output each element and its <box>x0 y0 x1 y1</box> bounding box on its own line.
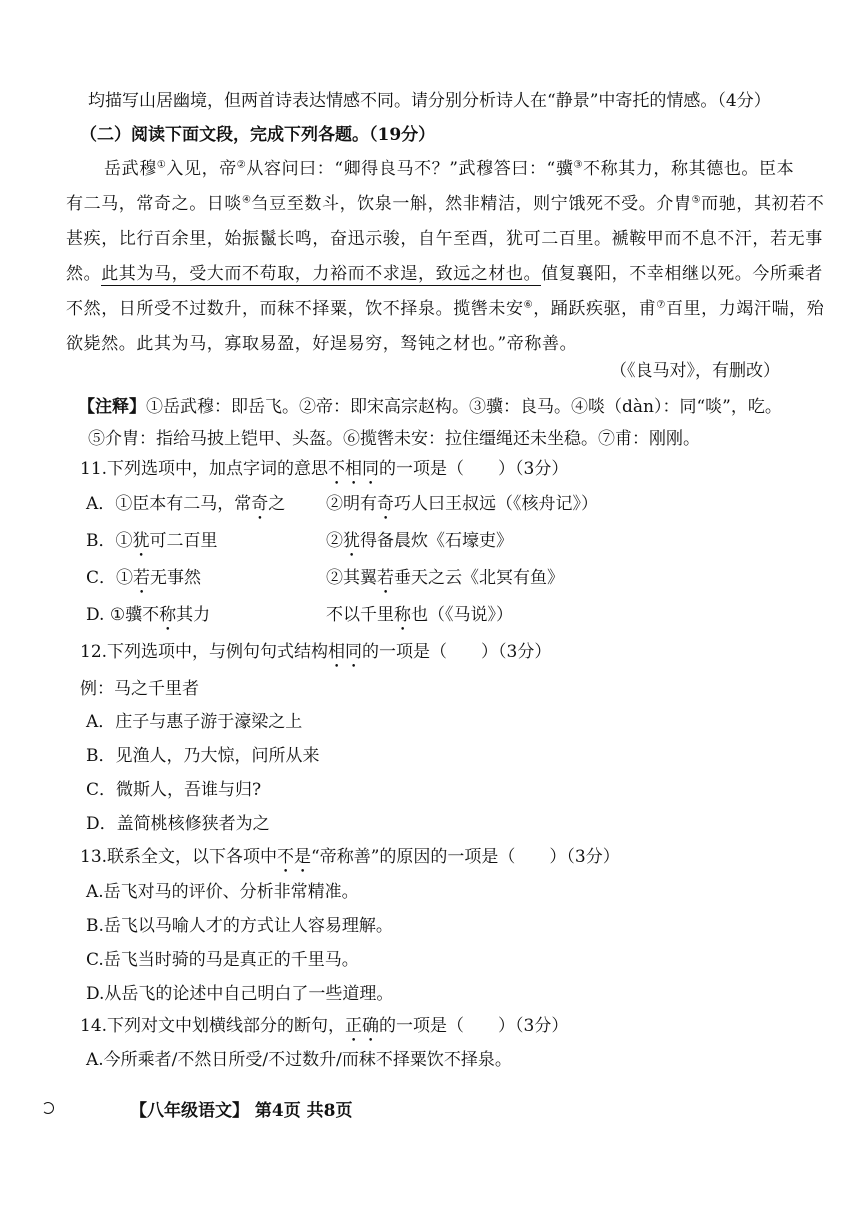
passage-text: 而驰，其初若不 <box>701 194 825 214</box>
footnote-marker: ② <box>236 159 247 171</box>
passage-text: 百里，力竭汗喘，殆 <box>665 299 825 319</box>
q11-option-b-1 <box>86 530 218 561</box>
underlined-sentence: 此其为马，受大而不苟取，力裕而不求逞，致远之材也。 <box>101 264 542 284</box>
footnote-marker: ⑤ <box>691 194 702 206</box>
q-emphasis: 不是 <box>277 847 312 867</box>
dotted-char: 若 <box>377 568 394 588</box>
q11-option-c-1 <box>86 567 201 598</box>
q-text: 的一项是（ ）（3分） <box>362 642 552 662</box>
q11-option-a-2 <box>326 493 598 524</box>
q-text: 也（《马说》） <box>411 605 513 625</box>
passage-text: 不然，日所受不过数升，而秣不择粟，饮不择泉。揽辔未安 <box>66 299 524 319</box>
passage-line-4 <box>66 263 823 285</box>
q-text: 13.联系全文，以下各项中 <box>80 847 278 867</box>
passage-line-6: 欲毙然。此其为马，寡取易盈，好逞易穷，驽钝之材也。”帝称善。 <box>66 334 578 354</box>
q-emphasis: 不相同 <box>328 459 380 479</box>
passage-text: 入见，帝 <box>166 159 237 179</box>
q-text: B．① <box>86 531 133 551</box>
dotted-char: 奇 <box>251 494 269 514</box>
q-text: A．①臣本有二马，常 <box>86 494 252 514</box>
q-text: ②其翼 <box>326 568 377 588</box>
passage-text: 从容问曰：“卿得良马不？”武穆答曰：“骥 <box>246 159 574 179</box>
q14-stem <box>80 1015 568 1046</box>
q11-option-c-2 <box>326 567 564 598</box>
q11-option-b-2 <box>326 530 513 561</box>
q12-option-d: D．盖简桃核修狭者为之 <box>86 814 270 834</box>
passage-line-1 <box>104 158 794 180</box>
q-text: 无事然 <box>150 568 202 588</box>
footnote-marker: ④ <box>242 194 252 206</box>
q-text: 之 <box>268 494 286 514</box>
dotted-char: 奇 <box>377 494 394 514</box>
dotted-char: 若 <box>133 568 151 588</box>
q-text: 12.下列选项中，与例句句式结构 <box>80 642 329 662</box>
q-text: ②明有 <box>326 494 377 514</box>
notes-line-2: ⑤介胄：指给马披上铠甲、头盔。⑥揽辔未安：拉住缰绳还未坐稳。⑦甫：刚刚。 <box>88 429 700 449</box>
footnote-marker: ⑦ <box>656 299 666 311</box>
q-text: 14.下列对文中划横线部分的断句， <box>80 1016 346 1036</box>
dotted-char: 犹 <box>343 531 360 551</box>
q11-option-a-1 <box>86 493 285 524</box>
q12-example: 例：马之千里者 <box>80 679 199 699</box>
dotted-char: 称 <box>159 605 177 625</box>
q-text: 的一项是（ ）（3分） <box>379 1016 569 1036</box>
q13-option-c: C.岳飞当时骑的马是真正的千里马。 <box>86 950 359 970</box>
dotted-char: 称 <box>394 605 411 625</box>
q-text: 巧人曰王叔远（《核舟记》） <box>394 494 598 514</box>
q-text: ② <box>326 531 343 551</box>
notes-label: 【注释】 <box>78 397 146 417</box>
notes-line-1 <box>78 396 782 418</box>
passage-text: 岳武穆 <box>104 159 157 179</box>
q-text: 其力 <box>176 605 211 625</box>
notes-text: ①岳武穆：即岳飞。②帝：即宋高宗赵构。③骥：良马。④啖（dàn）：同“啖”，吃。 <box>146 397 782 417</box>
passage-line-5 <box>66 298 824 320</box>
passage-line-3: 甚疾，比行百余里，始振鬣长鸣，奋迅示骏，自午至酉，犹可二百里。褫鞍甲而不息不汗，若无事 <box>66 229 823 249</box>
footnote-marker: ③ <box>573 159 584 171</box>
q11-stem <box>80 458 568 489</box>
q-text: 的一项是（ ）（3分） <box>379 459 569 479</box>
q-emphasis: 相同 <box>328 642 363 662</box>
q-text: 得备晨炊《石壕吏》 <box>360 531 513 551</box>
passage-source: （《良马对》，有删改） <box>610 361 780 381</box>
q-text: “帝称善”的原因的一项是（ ）（3分） <box>311 847 620 867</box>
passage-line-2 <box>66 193 824 215</box>
q13-option-d: D.从岳飞的论述中自己明白了一些道理。 <box>86 984 394 1004</box>
footnote-marker: ① <box>156 159 167 171</box>
footnote-marker: ⑥ <box>523 299 534 311</box>
page-footer: 【八年级语文】 第4页 共8页 <box>130 1101 353 1121</box>
q11-option-d-1 <box>86 604 210 635</box>
q12-stem <box>80 641 551 672</box>
q12-option-c: C．微斯人，吾谁与归? <box>86 780 262 800</box>
crescent-icon <box>42 1102 54 1114</box>
q-emphasis: 正确 <box>345 1016 380 1036</box>
intro-line: 均描写山居幽境，但两首诗表达情感不同。请分别分析诗人在“静景”中寄托的情感。（4分） <box>88 91 771 111</box>
passage-text: 有二马，常奇之。日啖 <box>66 194 242 214</box>
q13-stem <box>80 846 620 877</box>
q-text: D. ①骥不 <box>86 605 160 625</box>
q-text: 可二百里 <box>149 531 218 551</box>
q-text: C．① <box>86 568 134 588</box>
q12-option-a: A．庄子与惠子游于濠梁之上 <box>86 712 303 732</box>
q-text: 垂天之云《北冥有鱼》 <box>394 568 564 588</box>
passage-text: ，踊跃疾驱，甫 <box>533 299 657 319</box>
passage-text: 刍豆至数斗，饮泉一斛，然非精洁，则宁饿死不受。介胄 <box>251 194 692 214</box>
dotted-char: 犹 <box>132 531 150 551</box>
passage-text: 然。 <box>66 264 102 284</box>
passage-text: 不称其力，称其德也。臣本 <box>583 159 795 179</box>
q14-option-a: A.今所乘者/不然日所受/不过数升/而秣不择粟饮不择泉。 <box>86 1050 512 1070</box>
q13-option-a: A.岳飞对马的评价、分析非常精准。 <box>86 882 359 902</box>
q11-option-d-2 <box>326 604 513 635</box>
q-text: 11.下列选项中，加点字词的意思 <box>80 459 329 479</box>
passage-text: 值复襄阳，不幸相继以死。今所乘者 <box>541 264 823 284</box>
q-text: 不以千里 <box>326 605 394 625</box>
q12-option-b: B．见渔人，乃大惊，问所从来 <box>86 746 320 766</box>
section-title: （二）阅读下面文段，完成下列各题。（19分） <box>80 125 436 145</box>
q13-option-b: B.岳飞以马喻人才的方式让人容易理解。 <box>86 916 393 936</box>
